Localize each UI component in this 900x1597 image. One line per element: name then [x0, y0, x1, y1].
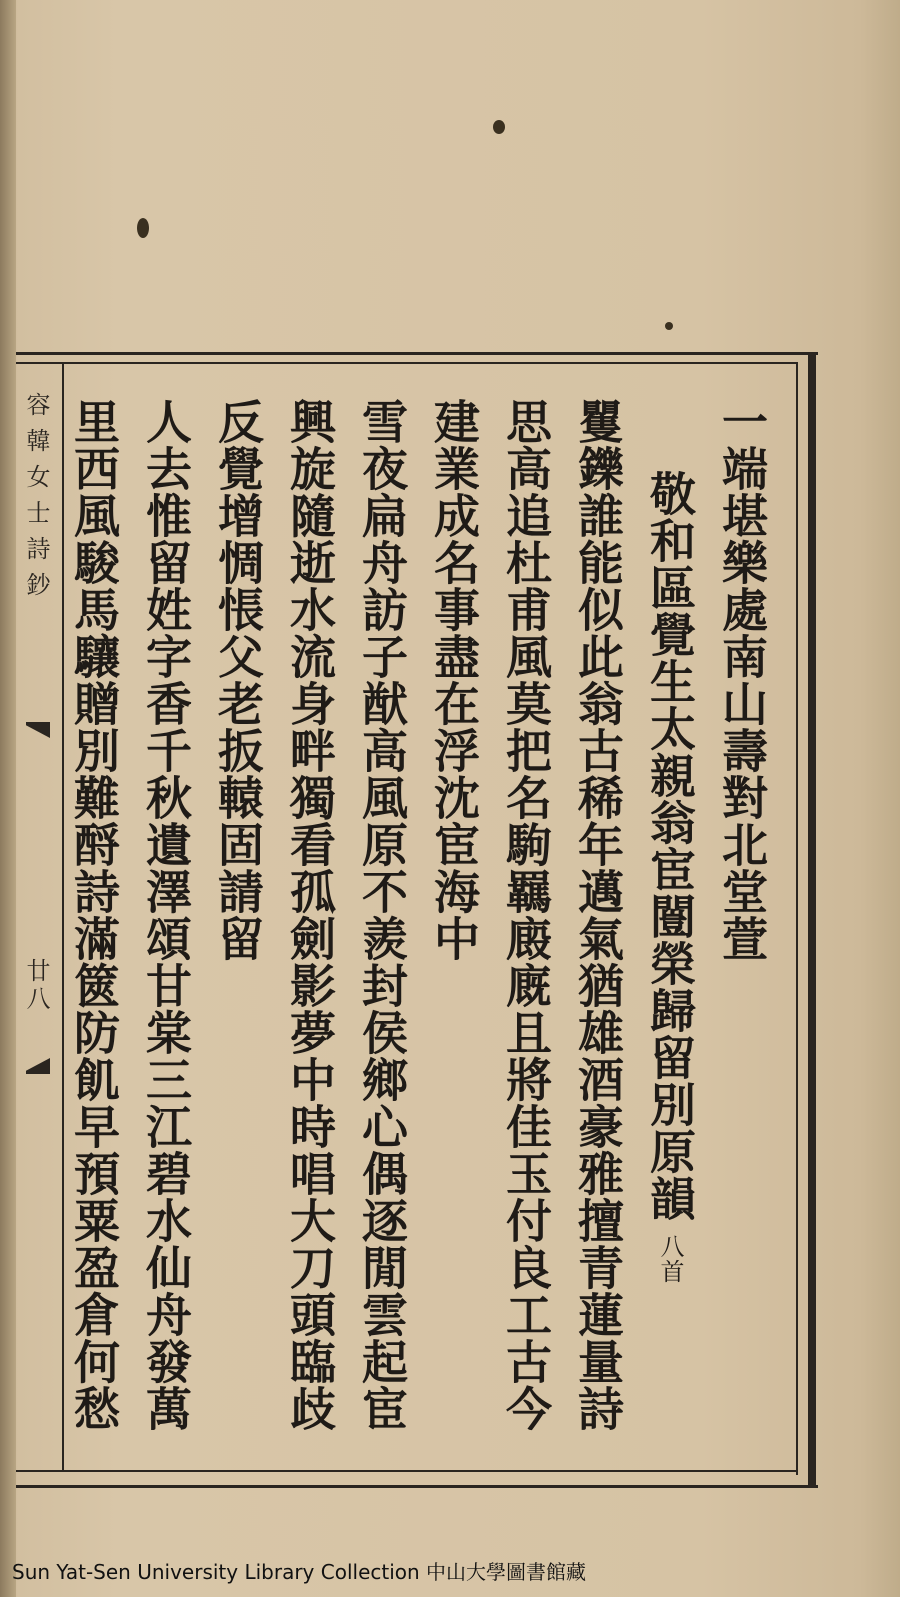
text-column	[280, 398, 340, 1432]
text-column	[496, 398, 556, 1432]
column-note: 八首	[656, 1234, 684, 1284]
column-text: 人去惟留姓字香千秋遺澤頌甘棠三江碧水仙舟發萬	[139, 398, 193, 1432]
text-column	[568, 398, 628, 1432]
folio-number: 廿八	[22, 958, 50, 1014]
margin-book-title: 容韓女士詩鈔	[22, 392, 50, 608]
frame-border	[796, 362, 798, 1475]
text-column	[424, 398, 484, 962]
column-text: 建業成名事盡在浮沈宦海中	[427, 398, 481, 962]
text-column	[208, 398, 268, 962]
column-text: 興旋隨逝水流身畔獨看孤劍影夢中時唱大刀頭臨歧	[283, 398, 337, 1432]
book-spine	[0, 0, 16, 1597]
column-text: 一端堪樂處南山壽對北堂萱	[715, 398, 769, 962]
frame-border	[16, 362, 798, 364]
worm-hole	[665, 322, 673, 330]
text-column	[352, 398, 412, 1432]
worm-hole	[137, 218, 149, 238]
text-column	[64, 398, 124, 1432]
frame-border	[808, 352, 816, 1485]
column-text: 敬和區覺生太親翁宦闓榮歸留別原韻	[643, 470, 697, 1222]
column-text: 矍鑠誰能似此翁古稀年邁氣猶雄酒豪雅擅青蓮量詩	[571, 398, 625, 1432]
column-text: 反覺增惆悵父老扳轅固請留	[211, 398, 265, 962]
column-text: 里西風駿馬驤贈別難酹詩滿篋防飢早預粟盈倉何愁	[67, 398, 121, 1432]
frame-border	[16, 1470, 798, 1472]
library-credit: Sun Yat-Sen University Library Collection 中山大學圖書館藏	[12, 1560, 587, 1584]
column-text: 思高追杜甫風莫把名駒羈廄廐且將佳玉付良工古今	[499, 398, 553, 1432]
text-column	[712, 398, 772, 962]
column-text: 雪夜扁舟訪子猷高風原不羨封侯鄉心偶逐閒雲起宦	[355, 398, 409, 1432]
text-column	[136, 398, 196, 1432]
text-column	[640, 470, 700, 1284]
worm-hole	[493, 120, 505, 134]
